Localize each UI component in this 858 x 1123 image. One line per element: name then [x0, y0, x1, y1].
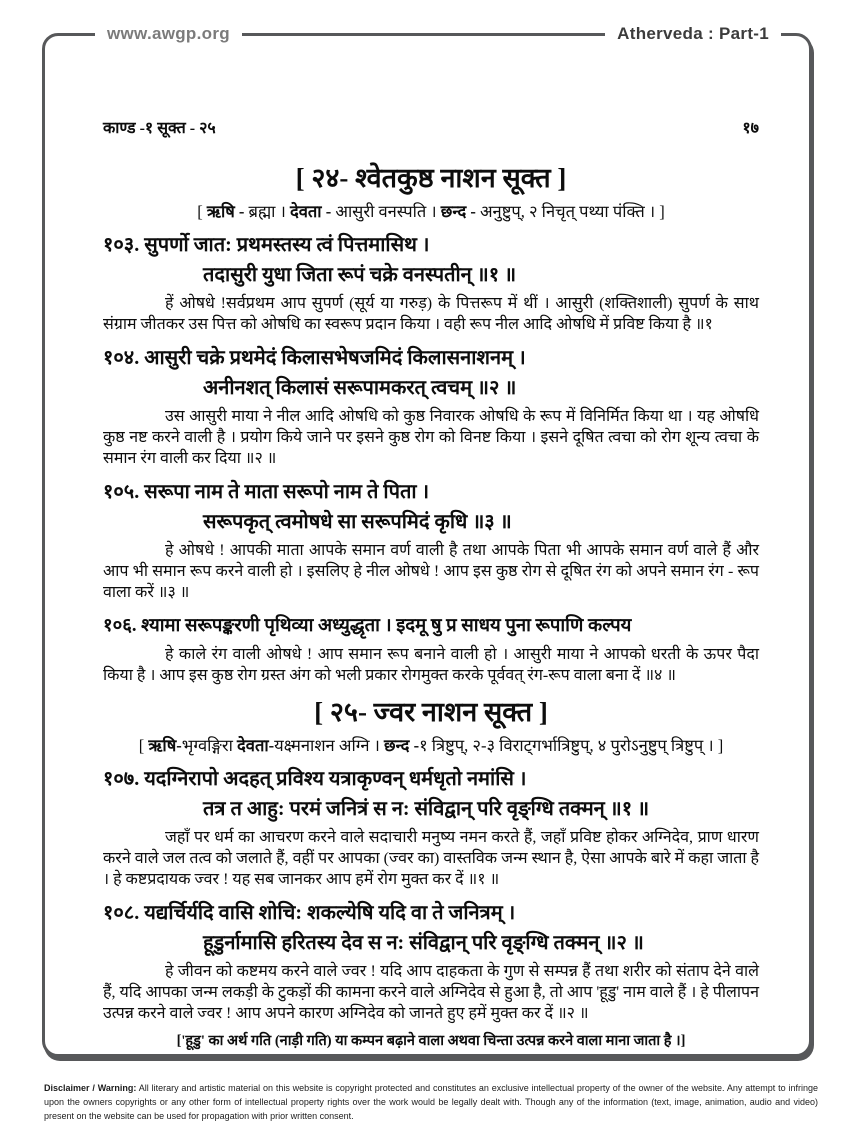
page-number: १७: [742, 120, 759, 137]
chhand-label: छन्द -: [440, 202, 480, 221]
rishi-label: ऋषि-: [148, 736, 182, 755]
verse-105: [103, 477, 759, 537]
verse-106-commentary: हे काले रंग वाली ओषधे ! आप समान रूप बनाने वाली हो । आसुरी माया ने आपको धरती के ऊपर पैदा किया है । आप इस कुष्ठ रोग ग्रस्त अंग को भली प्रकार रोगमुक्त करके पूर्ववत् रंग-रूप वाला बना दें ॥४ ॥: [103, 646, 759, 684]
devata-label: देवता-: [237, 736, 275, 755]
page-head-row: [103, 116, 759, 138]
site-url-label: www.awgp.org: [95, 24, 242, 44]
scanned-page-content: [103, 116, 759, 1050]
verse-108-line-2: हूडुर्नामासि हरितस्य देव स न: संविद्वान् परि वृङ्ग्धि तक्मन् ॥२ ॥: [203, 932, 644, 954]
rishi-value: ब्रह्मा ।: [248, 202, 290, 221]
verse-103-line-2: तदासुरी युधा जिता रूपं चक्रे वनस्पतीन् ॥१ ॥: [203, 264, 517, 286]
rishi-value: भृग्वङ्गिरा: [181, 736, 238, 755]
verse-104-line-1: १०४. आसुरी चक्रे प्रथमेदं किलासभेषजमिदं किलासनाशनम् ।: [103, 347, 526, 369]
chhand-label: छन्द -: [384, 736, 420, 755]
section-25-title: [ २५- ज्वर नाशन सूक्त ]: [314, 697, 548, 727]
verse-105-line-2: सरूपकृत् त्वमोषधे सा सरूपमिदं कृधि ॥३ ॥: [203, 511, 512, 533]
devata-value: यक्ष्मनाशन अग्नि ।: [274, 736, 385, 755]
book-title-label: Atherveda : Part-1: [605, 24, 781, 44]
verse-104-commentary: उस आसुरी माया ने नील आदि ओषधि को कुष्ठ निवारक ओषधि के रूप में विनिर्मित किया था । यह ओषधि कुष्ठ नष्ट करने वाली है । प्रयोग किये जाने पर इसने कुष्ठ रोग को विनष्ट किया । इसने दूषित त्वचा को रोग शून्य त्वचा के समान रंग वाली कर दिया ॥२ ॥: [103, 408, 759, 467]
verse-106: [103, 611, 759, 641]
chhand-value: १ त्रिष्टुप्, २-३ विराट्गर्भात्रिष्टुप्, ४ पुरोऽनुष्टुप् त्रिष्टुप् । ]: [419, 736, 724, 755]
kanda-sukta-label: काण्ड -१ सूक्त - २५: [103, 120, 216, 137]
page-frame: [42, 24, 812, 1057]
section-24-title: [ २४- श्वेतकुष्ठ नाशन सूक्त ]: [295, 163, 567, 193]
verse-105-line-1: १०५. सरूपा नाम ते माता सरूपो नाम ते पिता ।: [103, 481, 430, 503]
verse-107-line-2: तत्र त आहु: परमं जनित्रं स न: संविद्वान् परि वृङ्ग्धि तक्मन् ॥१ ॥: [203, 798, 650, 820]
verse-106-line-1: १०६. श्यामा सरूपङ्करणी पृथिव्या अध्युद्धृता । इदमू षु प्र साधय पुना रूपाणि कल्पय: [103, 616, 632, 636]
verse-108-commentary: हे जीवन को कष्टमय करने वाले ज्वर ! यदि आप दाहकता के गुण से सम्पन्न हैं तथा शरीर को संताप देने वाले हैं, यदि आपका जन्म लकड़ी के टुकड़ों की कामना करने वाले अग्निदेव से हुआ है, तो आप 'हूडु' नाम वाले हैं । हे पीलापन उत्पन्न करने वाले ज्वर ! आप अपने कारण अग्निदेव को जानते हुए हमें मुक्त कर दें ॥२ ॥: [103, 963, 759, 1022]
verse-104-line-2: अनीनशत् किलासं सरूपामकरत् त्वचम् ॥२ ॥: [203, 377, 517, 399]
disclaimer-text: All literary and artistic material on this website is copyright protected and constitutes an exclusive intellectual property of the owner of the website. Any attempt to infringe upon the owners copyrights or any other form of intellectual property rights over the work would be legally dealt with. Though any of the information (text, image, animation, audio and video) present on the website can be used for propagation with prior written consent.: [44, 1083, 818, 1121]
devata-value: आसुरी वनस्पति ।: [335, 202, 441, 221]
section-24-meta: [103, 199, 759, 222]
verse-107: [103, 764, 759, 824]
verse-103-line-1: १०३. सुपर्णो जात: प्रथमस्तस्य त्वं पित्तमासिथ ।: [103, 234, 430, 256]
verse-108: [103, 898, 759, 958]
section-25-meta: [103, 733, 759, 756]
verse-103: [103, 230, 759, 290]
meta-open: [: [138, 736, 149, 755]
rishi-label: ऋषि -: [206, 202, 249, 221]
disclaimer-label: Disclaimer / Warning:: [44, 1083, 137, 1093]
copyright-disclaimer: [44, 1081, 818, 1123]
verse-103-commentary: हें ओषधे !सर्वप्रथम आप सुपर्ण (सूर्य या गरुड़) के पित्तरूप में थीं । आसुरी (शक्तिशाली) सुपर्ण के साथ संग्राम जीतकर उस पित्त को ओषधि का स्वरूप प्रदान किया । वही रूप नील आदि ओषधि में प्रविष्ट किया है ॥१: [103, 295, 759, 333]
meta-open: [: [197, 202, 207, 221]
chhand-value: अनुष्टुप्, २ निचृत् पथ्या पंक्ति । ]: [479, 202, 665, 221]
verse-105-commentary: हे ओषधे ! आपकी माता आपके समान वर्ण वाली है तथा आपके पिता भी आपके समान वर्ण वाले हैं और आप भी समान रूप करने वाली हो । इसलिए हे नील ओषधे ! आप इस कुष्ठ रोग से दूषित रंग को अपने समान रंग - रूप वाला करें ॥३ ॥: [103, 542, 759, 601]
verse-107-commentary: जहाँ पर धर्म का आचरण करने वाले सदाचारी मनुष्य नमन करते हैं, जहाँ प्रविष्ट होकर अग्निदेव, प्राण धारण करने वाले जल तत्व को जलाते हैं, वहीं पर आपका (ज्वर का) वास्तविक जन्म स्थान है, ऐसा आपके बारे में कहा जाता है । हे कष्टप्रदायक ज्वर ! यह सब जानकर आप हमें रोग मुक्त कर दें ॥१ ॥: [103, 829, 759, 888]
hudu-footnote: ['हूडु' का अर्थ गति (नाड़ी गति) या कम्पन बढ़ाने वाला अथवा चिन्ता उत्पन्न करने वाला माना जाता है ।]: [176, 1033, 686, 1049]
devata-label: देवता -: [289, 202, 336, 221]
verse-104: [103, 343, 759, 403]
verse-108-line-1: १०८. यद्यर्चिर्यदि वासि शोचि: शकल्येषि यदि वा ते जनित्रम् ।: [103, 902, 516, 924]
verse-107-line-1: १०७. यदग्निरापो अदहत् प्रविश्य यत्राकृण्वन् धर्मधृतो नमांसि ।: [103, 768, 527, 790]
